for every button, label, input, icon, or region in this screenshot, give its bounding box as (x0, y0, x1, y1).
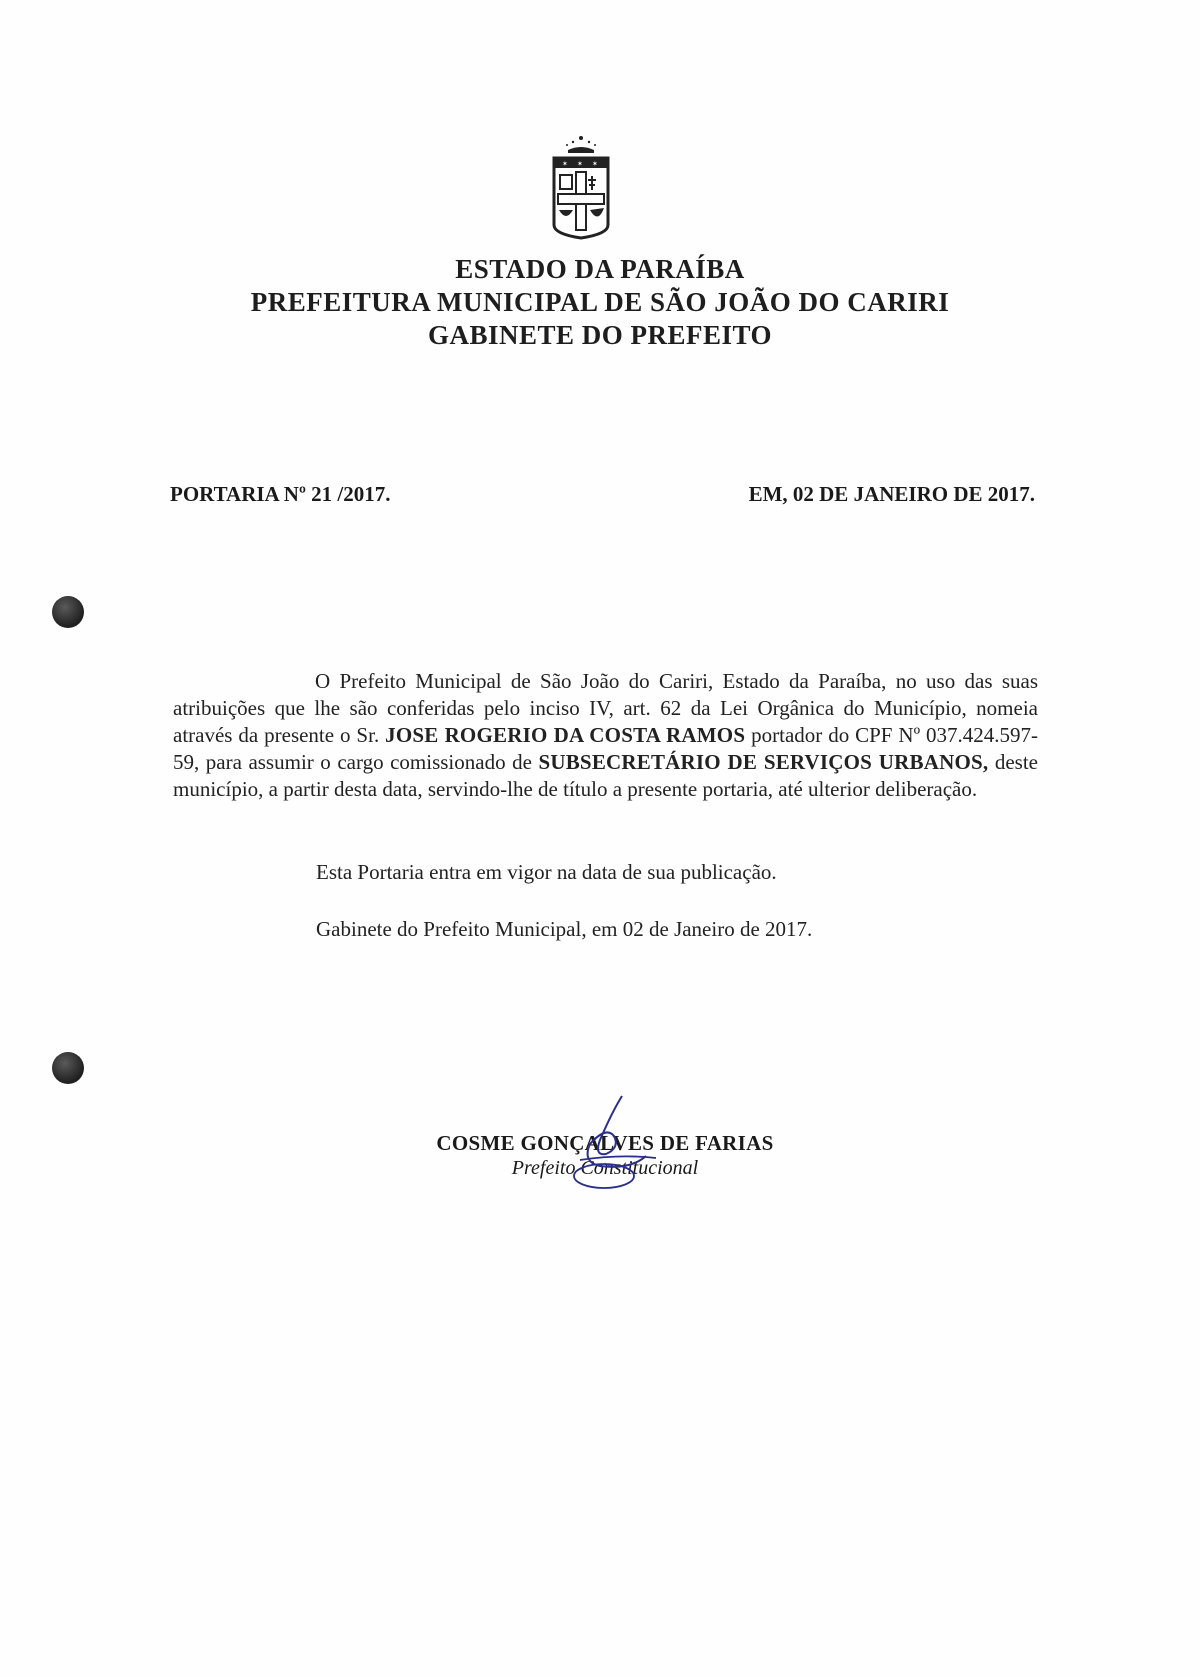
punch-hole-top (52, 596, 84, 628)
signatory-title: Prefeito Constitucional (511, 1157, 699, 1179)
paragraph-text-3: deste município, a partir desta data, servindo-lhe de título a presente portaria, até ulterior deliberação. (173, 750, 1039, 801)
signatory-name: COSME GONÇALVES DE FARIAS (436, 1131, 774, 1155)
municipal-coat-of-arms-icon (546, 130, 616, 250)
municipality-name: PREFEITURA MUNICIPAL DE SÃO JOÃO DO CARIRI (250, 287, 950, 317)
paragraph-text-2: portador do CPF Nº 037.424.597-59, para assumir o cargo comissionado de (173, 723, 1039, 774)
paragraph-text-1: O Prefeito Municipal de São João do Cariri, Estado da Paraíba, no uso das suas atribuições que lhe são conferidas pelo inciso IV, art. 62 da Lei Orgânica do Município, nomeia através da presente o Sr. (173, 669, 1038, 747)
state-name: ESTADO DA PARAÍBA (455, 254, 745, 284)
office-name: GABINETE DO PREFEITO (427, 320, 773, 350)
appointee-name: JOSE ROGERIO DA COSTA RAMOS (385, 723, 746, 747)
closing-line: Gabinete do Prefeito Municipal, em 02 de Janeiro de 2017. (316, 917, 813, 941)
letterhead (0, 253, 1200, 352)
appointment-paragraph (173, 668, 1038, 803)
svg-text:✶: ✶ (592, 160, 598, 168)
document-date: EM, 02 DE JANEIRO DE 2017. (748, 482, 1035, 506)
punch-hole-bottom (52, 1052, 84, 1084)
svg-text:✶: ✶ (577, 160, 583, 168)
handwritten-signature (560, 1092, 670, 1192)
effective-clause: Esta Portaria entra em vigor na data de sua publicação. (316, 860, 777, 884)
portaria-number: PORTARIA Nº 21 /2017. (170, 482, 391, 506)
appointed-role: SUBSECRETÁRIO DE SERVIÇOS URBANOS, (538, 750, 989, 774)
svg-text:✶: ✶ (562, 160, 568, 168)
